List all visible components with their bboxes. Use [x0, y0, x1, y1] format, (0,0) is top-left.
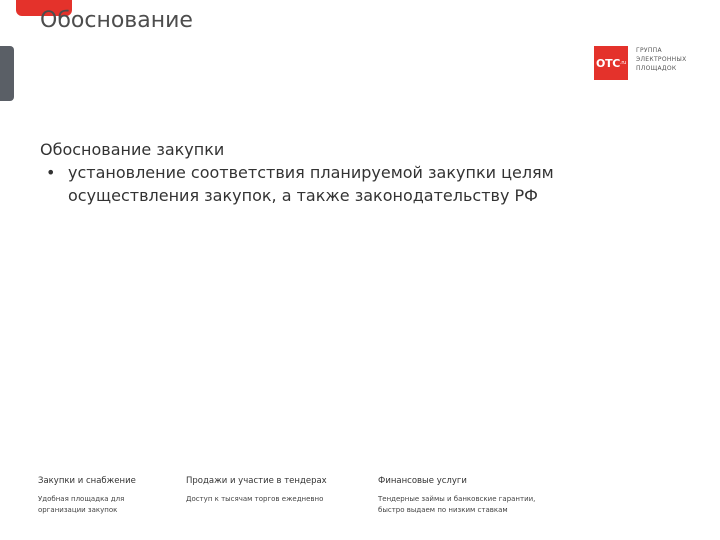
logo-line: ГРУППА	[636, 47, 662, 54]
logo-line: ПЛОЩАДОК	[636, 65, 677, 72]
slide-content	[40, 138, 680, 207]
logo-mark-text: OTC	[596, 56, 621, 70]
footer-column-purchases	[38, 476, 136, 516]
page-title: Обоснование	[40, 8, 193, 33]
footer-title: Закупки и снабжение	[38, 476, 136, 486]
bullet-text: установление соответствия планируемой закупки целям осуществления закупок, а также законодательству РФ	[68, 163, 554, 205]
footer-title: Продажи и участие в тендерах	[186, 476, 327, 486]
company-logo	[594, 46, 687, 80]
footer-column-sales	[186, 476, 327, 505]
footer-line: быстро выдаем по низким ставкам	[378, 506, 508, 514]
footer-line: организации закупок	[38, 506, 118, 514]
footer-line: Тендерные займы и банковские гарантии,	[378, 495, 536, 503]
logo-mark	[594, 46, 628, 80]
bullet-item	[46, 161, 680, 207]
content-heading: Обоснование закупки	[40, 140, 225, 159]
footer-column-finance	[378, 476, 535, 516]
logo-text	[636, 46, 687, 73]
logo-mark-suffix: .ru	[620, 60, 626, 66]
footer-title: Финансовые услуги	[378, 476, 467, 486]
logo-line: ЭЛЕКТРОННЫХ	[636, 56, 687, 63]
side-tab	[0, 46, 14, 101]
footer-line: Удобная площадка для	[38, 495, 125, 503]
footer-line: Доступ к тысячам торгов ежедневно	[186, 495, 324, 503]
bullet-icon: •	[46, 163, 56, 182]
